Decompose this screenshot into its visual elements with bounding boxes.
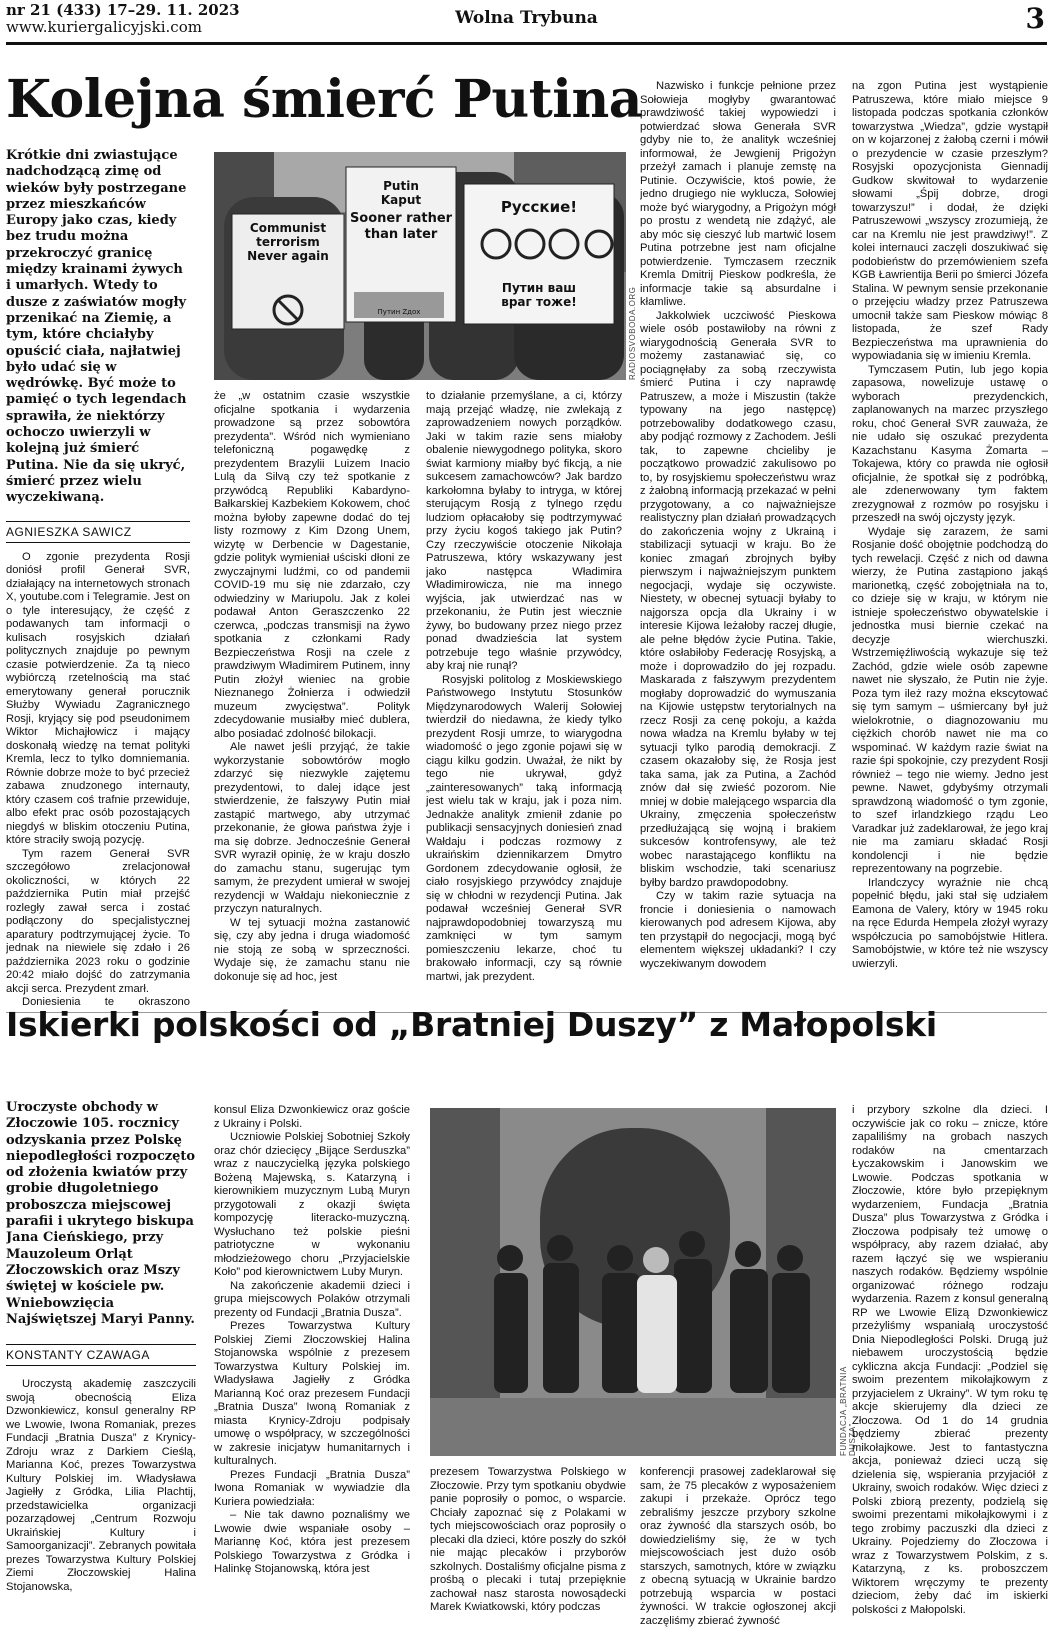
sign-putin-kaput: Putin Kaput Sooner rather than later xyxy=(349,179,453,242)
article2-column-2 xyxy=(214,1104,410,1636)
svg-text:Путин вашвраг тоже!: Путин ваш враг тоже! xyxy=(501,281,577,309)
paragraph: O zgonie prezydenta Rosji doniósł profil Generał SVR, działający na internetowych stronach X, youtube.com i Telegramie. Jest on o tyle interesujący, że część z podawanych tam informacji o kulisach rosyjskich działań politycznych znajduje po pewnym czasie potwierdzenie. Za tą nieco wybiórczą rzetelnością ma stać emerytowany generał porucznik Służby Wywiadu Zagranicznego Rosji, kryjący się pod pseudonimem Wiktor Michajłowicz i mający doskonałą wiedzę na temat polityki Kremla, lecz to tylko domniemania. Równie dobrze może to być przecież zabawa znudzonego internauty, który czasem coś trafnie przewiduje, albo efekt prac osób pozostających niegdyś w bliskim otoczeniu Putina, które straciły swoją pozycję. xyxy=(6,550,190,847)
section-name: Wolna Trybuna xyxy=(455,8,598,28)
page-number: 3 xyxy=(1025,2,1045,35)
article1-title: Kolejna śmierć Putina xyxy=(6,69,642,130)
paragraph: to działanie przemyślane, a ci, którzy mają przejąć władzę, nie zwlekają z zaprowadzeniem nowych porządków. Jaki w takim razie sens miałoby obalenie niewygodnego polityka, skoro świat karmiony miałby być fikcją, a nie sukcesem zamachowców? Jak bardzo karkołomna byłaby to intryga, w której sterującym Rosją z tylnego rzędu ludziom opłacałoby się podtrzymywać przy życiu kogoś takiego jak Putin? Czy rzeczywiście otoczenie Nikołaja Patruszewa, który wskazywany jest jako następca Władimira Władimirowicza, nie ma innego wyjścia, jak utwierdzać nas w przekonaniu, że Putin jest wiecznie żywy, bo budowany przez niego przez ponad dwadzieścia lat system potrzebuje tego właśnie przywódcy, aby kraj nie runął? xyxy=(426,390,622,672)
article1-column-5 xyxy=(852,80,1048,1008)
paragraph: że „w ostatnim czasie wszystkie oficjalne spotkania i wydarzenia prowadzone są przez sobowtóra prezydenta”. Wśród nich wymieniano telefoniczną pogawędkę z prezydentem Brazylii Luizem Inacio Lulą da Silvą czy też spotkanie z przywódcą Republiki Kabardyno-Bałkarskiej Kazbekiem Kokowem, choć można byłoby zapewne dodać do tej listy rozmowy z Kim Dzong Unem, wizytę w Derbencie w Dagestanie, gdzie polityk wymieniał uściski dłoni ze zwyczajnymi ludźmi, co od pandemii COVID-19 mu się nie zdarzało, czy odwiedziny w Mariupolu. Jak z kolei podawał Anton Geraszczenko 22 czerwca, „podczas transmisji na żywo spotkania z członkami Rady Bezpieczeństwa Rosji na czele z prawdziwym Władimirem Putinem, inny Putin złożył wieniec na grobie Nieznanego Żołnierza i odwiedził muzeum zwycięstwa”. Polityk zdecydowanie musiałby mieć dublera, albo posiadać zdolność bilokacji. xyxy=(214,390,410,740)
article1-column-2 xyxy=(214,390,410,1008)
paragraph: Czy w takim razie sytuacja na froncie i doniesienia o namowach kierowanych pod adresem Kijowa, aby ten przystąpił do negocjacji, mogą być elementem większej układanki? I czy wyczekiwanym dowodem xyxy=(640,890,836,970)
article2-column-1 xyxy=(6,1100,196,1636)
article1-lead: Krótkie dni zwiastujące nadchodzącą zimę od wieków były postrzegane przez mieszkańców Europy jako czas, kiedy bez trudu można przekroczyć granicę między krainami żywych i umarłych. Wtedy to dusze z zaświatów mogły przenikać na Ziemię, a tym, które chciałyby opuścić ciała, najłatwiej było udać się w wędrówkę. Być może to pamięć o tych legendach sprawiła, że niektórzy ochoczo uwierzyli w kolejną już śmierć Putina. Nie da się ukryć, śmierć przez wielu wyczekiwaną. xyxy=(6,148,187,506)
website-link[interactable]: www.kuriergalicyjski.com xyxy=(6,18,202,36)
article2-author: KONSTANTY CZAWAGA xyxy=(6,1344,196,1366)
issue-number: nr 21 (433) 17–29. 11. 2023 xyxy=(6,1,240,19)
paragraph: Uroczystą akademię zaszczycili swoją obecnością Eliza Dzwonkiewicz, konsul generalny RP we Lwowie, Iwona Romaniak, prezes Fundacji „Bratnia Dusza” z Krynicy-Zdroju wraz z Darkiem Cieślą, Marianna Koć, prezes Towarzystwa Kultury Polskiej im. Władysława Jagiełły z Gródka, Lilia Plachtij, przedstawicielka organizacji pozarządowej „Centrum Rozwoju Ukraińskiej Kultury i Samoorganizacji”. Zebranych powitała prezes Towarzystwa Kultury Polskiej Ziemi Złoczowskiej Halina Stojanowska, xyxy=(6,1378,196,1593)
group-photo-illustration xyxy=(430,1108,836,1456)
article1-col1-text xyxy=(6,551,190,1008)
article2-column-5 xyxy=(852,1104,1048,1636)
article2-photo-credit: FUNDACJA „BRATNIA DUSZA” xyxy=(839,1366,857,1456)
article2-col1-text xyxy=(6,1378,196,1594)
paragraph: Ale nawet jeśli przyjąć, że takie wykorzystanie sobowtórów mogło zdarzyć się niezwykle zajętemu prezydentowi, to dalej idące jest stwierdzenie, że fałszywy Putin miał zastąpić martwego, aby utrzymać przekonanie, że głowa państwa żyje i ma się dobrze. Jednocześnie Generał SVR wyraził opinię, że w kraju doszło do zamachu stanu, sugerując tym samym, że prezydent umierał w swojej rezydencji w Wałdaju niekoniecznie z przyczyn naturalnych. xyxy=(214,741,410,915)
article1-column-1 xyxy=(6,148,190,1008)
paragraph: Uczniowie Polskiej Sobotniej Szkoły oraz chór dziecięcy „Bijące Serduszka” wraz z nauczycielką języka polskiego Bożeną Majewską, s. Katarzyną i kierownikiem muzycznym Lubą Muryn przygotowali z okazji święta kompozycję literacko-muzyczną. Wysłuchano też polskie pieśni patriotyczne w wykonaniu młodzieżowego choru „Przyjacielskie Koło” pod kierownictwem Luby Muryn. xyxy=(214,1131,410,1278)
paragraph: Tymczasem Putin, lub jego kopia zapasowa, nowelizuje ustawę o wyborach prezydenckich, zaplanowanych na marzec przyszłego roku, choć Generał SVR zauważa, że nie udało się oszukać prezydenta Kazachstanu Kasyma Żomarta – Tokajewa, który co prawda nie ogłosił oficjalnie, że spotkał się z podróbką, ale zdenerwowany tym faktem zrezygnował z rozmów po rosyjsku i przeszedł na swój ojczysty język. xyxy=(852,363,1048,524)
paragraph: Prezes Fundacji „Bratnia Dusza” Iwona Romaniak w wywiadzie dla Kuriera powiedziała: xyxy=(214,1468,410,1508)
paragraph: i przybory szkolne dla dzieci. I oczywiście jak co roku – znicze, które zapaliliśmy na grobach naszych rodaków na cmentarzach Łyczakowskim i Janowskim we Lwowie. Podczas spotkania w Złoczowie, które było przepięknym wydarzeniem, Fundacja „Bratnia Dusza” plus Towarzystwa z Gródka i Złoczowa podpisały też umowę o współpracy, aby razem działać, aby razem łączyć się we wspieraniu naszych rodaków. Będziemy wspólnie organizować różnego rodzaju wydarzenia. Razem z konsul generalną RP we Lwowie Elizą Dzwonkiewicz przeżyliśmy wspaniałą uroczystość Dnia Niepodległości Polski. Drugą już niebawem uroczystością będzie cykliczna akcja Fundacji: „Podziel się swoim prezentem mikołajkowym z przyjacielem z Ukrainy”. W tym roku tę akcje skierujemy dla dzieci ze Złoczowa. Od 1 do 14 grudnia będziemy zbierać prezenty mikołajkowe. Jest to fantastyczna akcja, ponieważ dzieci uczą się dzielenia się, wspierania przyjaciół z Ukrainy, swoich rodaków. Więc dzieci z Polski zbiorą prezenty, podzielą się swoimi prezentami mikołajkowymi i z tego zrobimy paczuszki dla dzieci z Ukrainy. Pojedziemy do Złoczowa i wraz z Towarzystwem Polskim, z s. Katarzyną, z ks. proboszczem Wiktorem wręczymy te prezenty dzieciom, żeby dać im iskierki polskości z Małopolski. xyxy=(852,1104,1048,1616)
paragraph: W tej sytuacji można zastanowić się, czy aby jedna i druga wiadomość nie stoją ze sobą w sprzeczności. Wydaje się, że zamachu stanu nie dokonuje się ad hoc, jest xyxy=(214,916,410,983)
paragraph: Doniesienia te okraszono xyxy=(22,996,190,1008)
article2-photo-group xyxy=(430,1108,836,1456)
paragraph: konferencji prasowej zadeklarował się sam, że 75 plecaków z wyposażeniem zakupi i przekaże. Oprócz tego zebraliśmy jeszcze przybory szkolne oraz żywność dla starszych osób, bo dowiedzieliśmy się, że w tych miejscowościach jest dużo osób starszych, samotnych, które w związku z obecną sytuacją w Ukrainie bardzo potrzebują wsparcia w postaci żywności. W trakcie ogłoszonej akcji zaczęliśmy zbierać żywność xyxy=(640,1466,836,1627)
article1-photo-protest xyxy=(214,152,626,380)
header-rule xyxy=(6,42,1047,45)
svg-text:Путин Zдох: Путин Zдох xyxy=(377,308,421,316)
paragraph: Na zakończenie akademii dzieci i grupa miejscowych Polaków otrzymali prezenty od Fundacji „Bratnia Dusza”. xyxy=(214,1279,410,1319)
article1-column-3 xyxy=(426,390,622,1008)
paragraph: Rosyjski politolog z Moskiewskiego Państwowego Instytutu Stosunków Międzynarodowych Walerij Sołowiej twierdził do niedawna, że kiedy tylko prezydent Rosji umrze, to wiarygodna wiadomość o jego zgonie pojawi się w ciągu kilku godzin. Uważał, że nikt by tego nie ukrywał, gdyż „zainteresowanych” taką informacją jest wielu tak w kraju, jak i poza nim. Jednakże analityk zmienił zdanie po publikacji sensacyjnych doniesień znad Wałdaju i podczas rozmowy z ukraińskim dziennikarzem Dmytro Gordonem zdecydowanie ogłosił, że ciało rosyjskiego przywódcy znajduje się w chłodni w rezydencji Putina. Jak podawał wcześniej Generał SVR najprawdopodobniej towarzyszą mu zamknięci w tym samym pomieszczeniu lekarze, choć tu brakowało informacji, czy są równie martwi, jak prezydent. xyxy=(426,673,622,983)
protest-photo-illustration xyxy=(214,152,626,380)
paragraph: Prezes Towarzystwa Kultury Polskiej Ziemi Złoczowskiej Halina Stojanowska wspólnie z prezesem Towarzystwa Kultury Polskiej im. Władysława Jagiełły z Gródka Marianną Koć oraz prezesem Fundacji „Bratnia Dusza” Iwoną Romaniak z miasta Krynicy-Zdroju podpisały umowę o współpracy, w szczególności w zakresie inicjatyw humanitarnych i kulturalnych. xyxy=(214,1320,410,1467)
sign-russians: Русские! xyxy=(500,198,578,216)
paragraph: na zgon Putina jest wystąpienie Patruszewa, które miało miejsce 9 listopada podczas spotkania członków towarzystwa „Wiedza”, gdzie wystąpił on w kojarzonej z żałobą czerni i mówił o prezydencie w czasie przeszłym? Rosyjski opozycjonista Giennadij Gudkow skwitował to wydarzenie słowami „Śpij dobrze, drogi towarzyszu!” i dodał, że dzięki Patruszewowi „wszyscy zrozumieją, że car na Kremlu nie jest prawdziwy!”. Z kolei internauci zaczęli doszukiwać się podobieństw do przemówieniem szefa KGB Ławrientija Berii po śmierci Józefa Stalina. W pewnym sensie przekonanie o przejęciu władzy przez Patruszewa umocnił także sam Pieskow mówiąc 8 listopada, że szef Rady Bezpieczeństwa ma uprawnienia do wypowiadania się w imieniu Kremla. xyxy=(852,80,1048,362)
paragraph: Irlandczycy wyraźnie nie chcą popełnić błędu, jaki stał się udziałem Eamona de Valery, który w 1945 roku na ręce Edurda Hempela złożył wyrazy współczucia po samobójstwie Hitlera. Samobójstwie, w które też nie wszyscy uwierzyli. xyxy=(852,876,1048,970)
article2-column-3 xyxy=(430,1466,626,1636)
sign-communist-terrorism: Communist terrorism Never again xyxy=(247,221,329,263)
paragraph: Wydaje się zarazem, że sami Rosjanie dość obojętnie podchodzą do tych rewelacji. Część z nich od dawna wierzy, że Putina zastąpiono jakąś marionetką, część zobojętniała na to, co dzieje się w kraju, w którym nie istnieje społeczeństwo obywatelskie i jednostka musi biernie czekać na decyzje wierchuszki. Wstrzemięźliwością wykazuje się też Zachód, gdzie wiele osób zapewne nawet nie słyszało, że Putin nie żyje. Poza tym ileż razy można ekscytować się tym samym – uśmiercany był już wielokrotnie, o diagnozowaniu mu ciężkich chorób nawet nie ma co wspominać. W każdym razie świat na razie śpi spokojnie, czy prezydent Rosji również – tego nie wiemy. Jedno jest pewne. Nawet, gdybyśmy otrzymali sprawdzoną wiadomość o tym zgonie, to szef irlandzkiego rządu Leo Varadkar już zadeklarował, że jego kraj nie ma zamiaru składać Rosji kondolencji i nie będzie reprezentowany na pogrzebie. xyxy=(852,525,1048,875)
article1-photo-credit: RADIOSVOBODA.ORG xyxy=(628,286,637,380)
paragraph: prezesem Towarzystwa Polskiego w Złoczowie. Przy tym spotkaniu obydwie panie poprosiły o pomoc, o wsparcie. Chciały zapoznać się z Polakami w tych miejscowościach oraz poprosiły o plecaki dla dzieci, które poszły do szkół nie mając plecaków i przyborów szkolnych. Dostaliśmy oficjalne pisma z prośbą o plecaki i tutaj przepięknie zachował nasz starosta nowosądecki Marek Kwiatkowski, który podczas xyxy=(430,1466,626,1613)
paragraph: Nazwisko i funkcje pełnione przez Sołowieja mogłyby gwarantować prawdziwość takiej wypowiedzi i potwierdzać słowa Generała SVR gdyby nie to, że analityk wcześniej informował, że Jewgienij Prigożyn przeżył zamach i planuje zemstę na Putinie. Oczywiście, ktoś powie, że jedno drugiego nie wyklucza, Sołowiej może być wiarygodny, a Prigożyn mógł po prostu z wendetą nie zdążyć, ale aby móc się cieszyć lub martwić losem Putina potrzebne jest nam oficjalne potwierdzenie. Tymczasem rzecznik Kremla Dmitrij Pieskow podkreśla, że informacje takie są absurdalne i kłamliwe. xyxy=(640,80,836,308)
article2-column-4 xyxy=(640,1466,836,1636)
article2-lead: Uroczyste obchody w Złoczowie 105. rocznicy odzyskania przez Polskę niepodległości rozpoczęto od złożenia kwiatów przy grobie długoletniego proboszcza miejscowej parafii i ukrytego biskupa Jana Cieńskiego, przy Mauzoleum Orląt Złoczowskich oraz Mszy świętej w kościele pw. Wniebowzięcia Najświętszej Maryi Panny. xyxy=(6,1100,196,1327)
paragraph: – Nie tak dawno poznaliśmy we Lwowie dwie wspaniałe osoby – Mariannę Koć, która jest prezesem Polskiego Towarzystwa z Gródka i Halinkę Stojanowską, która jest xyxy=(214,1509,410,1575)
paragraph: Jakkolwiek uczciwość Pieskowa wiele osób postawiłoby na równi z wiarygodnością Generała SVR to możemy zastanawiać się, co pociągnęłaby za sobą rzeczywista śmierć Putina i czy naprawdę Patruszew, a może i Miszustin (także typowany na jego następcę) potrzebowaliby dodatkowego czasu, aby podjąć rozmowy z Zachodem. Jeśli tak, to zapewne chcieliby je początkowo prowadzić zakulisowo po to, by rosyjskiemu społeczeństwu wraz z żałobną informacją przekazać w pełni przygotowany, a co najważniejsze realistyczny plan działań prowadzących do zakończenia wojny z Ukrainą i stabilizacji sytuacji w kraju. Bo że koniec zmagań zbrojnych byłby pierwszym i najważniejszym punktem negocjacji, wydaje się oczywiste. Niestety, w obecnej sytuacji byłaby to najgorsza opcja dla Ukrainy i w interesie Kijowa leżałoby raczej długie, ale pełne błędów życie Putina. Takie, które osłabiłoby Federację Rosyjską, a może i doprowadziło do jej rozpadu. Maskarada z fałszywym prezydentem mogłaby doprowadzić do wymuszania na Kijowie ustępstw terytorialnych na rzecz Rosji za cenę pokoju, a każda nowa władza na Kremlu byłaby w tej sytuacji tylko parodią demokracji. Z czasem okazałoby się, że Rosja jest taka sama, jak za Putina, a Zachód znów dał się zwieść pozorom. Nie mniej w dobie malejącego wsparcia dla Ukrainy, zmęczenia społeczeństw przedłużającą się wojną i brakiem sukcesów kontrofensywy, ale też wobec narastającego konfliktu na bliskim wschodzie, taki scenariusz byłby bardzo prawdopodobny. xyxy=(640,309,836,889)
paragraph: konsul Eliza Dzwonkiewicz oraz goście z Ukrainy i Polski. xyxy=(214,1104,410,1130)
article2-title: Iskierki polskości od „Bratniej Duszy” z Małopolski xyxy=(6,1005,937,1044)
article1-author: AGNIESZKA SAWICZ xyxy=(6,521,190,543)
paragraph: Tym razem Generał SVR szczegółowo zrelacjonował okoliczności, w których 22 października Putin miał przejść rozległy zawał serca i zostać podłączony do specjalistycznej aparatury podtrzymującej życie. To jednak na niewiele się zdało i 26 października 2023 roku o godzinie 20:42 miało dojść do zatrzymania akcji serca. Prezydent zmarł. xyxy=(6,847,190,995)
article1-column-4 xyxy=(640,80,836,1008)
